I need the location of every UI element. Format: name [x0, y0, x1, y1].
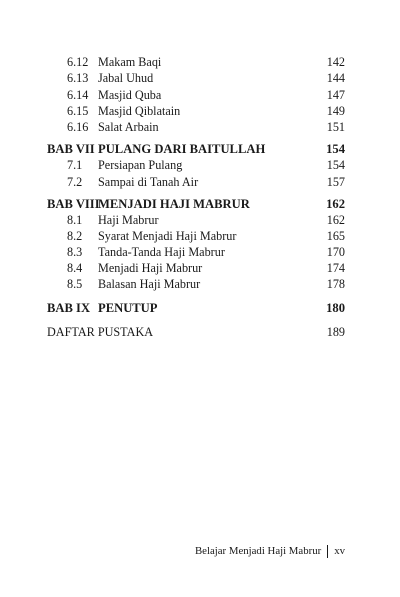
toc-entry-page: 174 — [326, 261, 345, 275]
toc-entry-number: 7.2 — [67, 175, 83, 189]
footer-book-title: Belajar Menjadi Haji Mabrur — [194, 545, 322, 557]
toc-chapter-title: PULANG DARI BAITULLAH — [98, 142, 266, 156]
toc-entry-number: 8.2 — [67, 229, 83, 243]
toc-entry-6-15[interactable] — [0, 103, 400, 119]
toc-chapter-page: 154 — [326, 142, 345, 156]
toc-entry-6-13[interactable] — [0, 70, 400, 86]
toc-entry-page: 142 — [326, 55, 345, 69]
toc-entry-page: 157 — [326, 175, 345, 189]
toc-entry-8-2[interactable] — [0, 228, 400, 244]
toc-entry-title: Jabal Uhud — [98, 71, 154, 85]
toc-entry-6-14[interactable] — [0, 87, 400, 103]
toc-entry-title: Salat Arbain — [98, 120, 159, 134]
toc-entry-6-12[interactable] — [0, 54, 400, 70]
toc-entry-title: Haji Mabrur — [98, 213, 159, 227]
toc-chapter-title: MENJADI HAJI MABRUR — [98, 197, 250, 211]
toc-entry-title: Menjadi Haji Mabrur — [98, 261, 203, 275]
toc-entry-title: Balasan Haji Mabrur — [98, 277, 201, 291]
toc-chapter-number: BAB VII — [47, 142, 95, 156]
toc-entry-page: 178 — [326, 277, 345, 291]
toc-entry-page: 154 — [326, 158, 345, 172]
toc-entry-page: 189 — [326, 325, 345, 339]
toc-entry-title: Tanda-Tanda Haji Mabrur — [98, 245, 225, 259]
toc-entry-page: 165 — [326, 229, 345, 243]
toc-entry-title: Sampai di Tanah Air — [98, 175, 199, 189]
toc-entry-6-16[interactable] — [0, 119, 400, 135]
toc-entry-page: 162 — [326, 213, 345, 227]
toc-entry-number: 6.16 — [67, 120, 89, 134]
toc-entry-7-2[interactable] — [0, 174, 400, 190]
toc-chapter-bab-viii[interactable] — [0, 196, 400, 212]
toc-entry-title: Syarat Menjadi Haji Mabrur — [98, 229, 237, 243]
toc-entry-number: 8.5 — [67, 277, 83, 291]
toc-entry-page: 144 — [326, 71, 345, 85]
footer-page-number: xv — [334, 545, 345, 557]
toc-chapter-bab-vii[interactable] — [0, 141, 400, 157]
toc-entry-page: 149 — [326, 104, 345, 118]
toc-entry-number: 7.1 — [67, 158, 83, 172]
toc-entry-title: DAFTAR PUSTAKA — [47, 325, 154, 339]
toc-entry-daftar-pustaka[interactable] — [0, 324, 400, 340]
toc-chapter-number: BAB IX — [47, 301, 91, 315]
toc-entry-title: Masjid Quba — [98, 88, 162, 102]
toc-chapter-bab-ix[interactable] — [0, 300, 400, 316]
toc-chapter-title: PENUTUP — [98, 301, 158, 315]
toc-entry-8-1[interactable] — [0, 212, 400, 228]
toc-entry-number: 8.1 — [67, 213, 83, 227]
toc-entry-number: 6.13 — [67, 71, 89, 85]
toc-entry-page: 151 — [326, 120, 345, 134]
toc-entry-8-3[interactable] — [0, 244, 400, 260]
page-footer — [195, 543, 345, 559]
toc-entry-page: 147 — [326, 88, 345, 102]
toc-entry-number: 8.3 — [67, 245, 83, 259]
toc-entry-7-1[interactable] — [0, 157, 400, 173]
toc-chapter-page: 180 — [326, 301, 345, 315]
toc-chapter-number: BAB VIII — [47, 197, 100, 211]
toc-entry-title: Persiapan Pulang — [98, 158, 183, 172]
toc-entry-8-5[interactable] — [0, 276, 400, 292]
toc-entry-page: 170 — [326, 245, 345, 259]
toc-entry-title: Makam Baqi — [98, 55, 162, 69]
toc-entry-number: 6.14 — [67, 88, 89, 102]
toc-entry-number: 6.15 — [67, 104, 89, 118]
toc-entry-number: 8.4 — [67, 261, 83, 275]
toc-entry-number: 6.12 — [67, 55, 89, 69]
toc-entry-title: Masjid Qiblatain — [98, 104, 181, 118]
toc-chapter-page: 162 — [326, 197, 345, 211]
toc-entry-8-4[interactable] — [0, 260, 400, 276]
footer-divider — [327, 545, 328, 558]
